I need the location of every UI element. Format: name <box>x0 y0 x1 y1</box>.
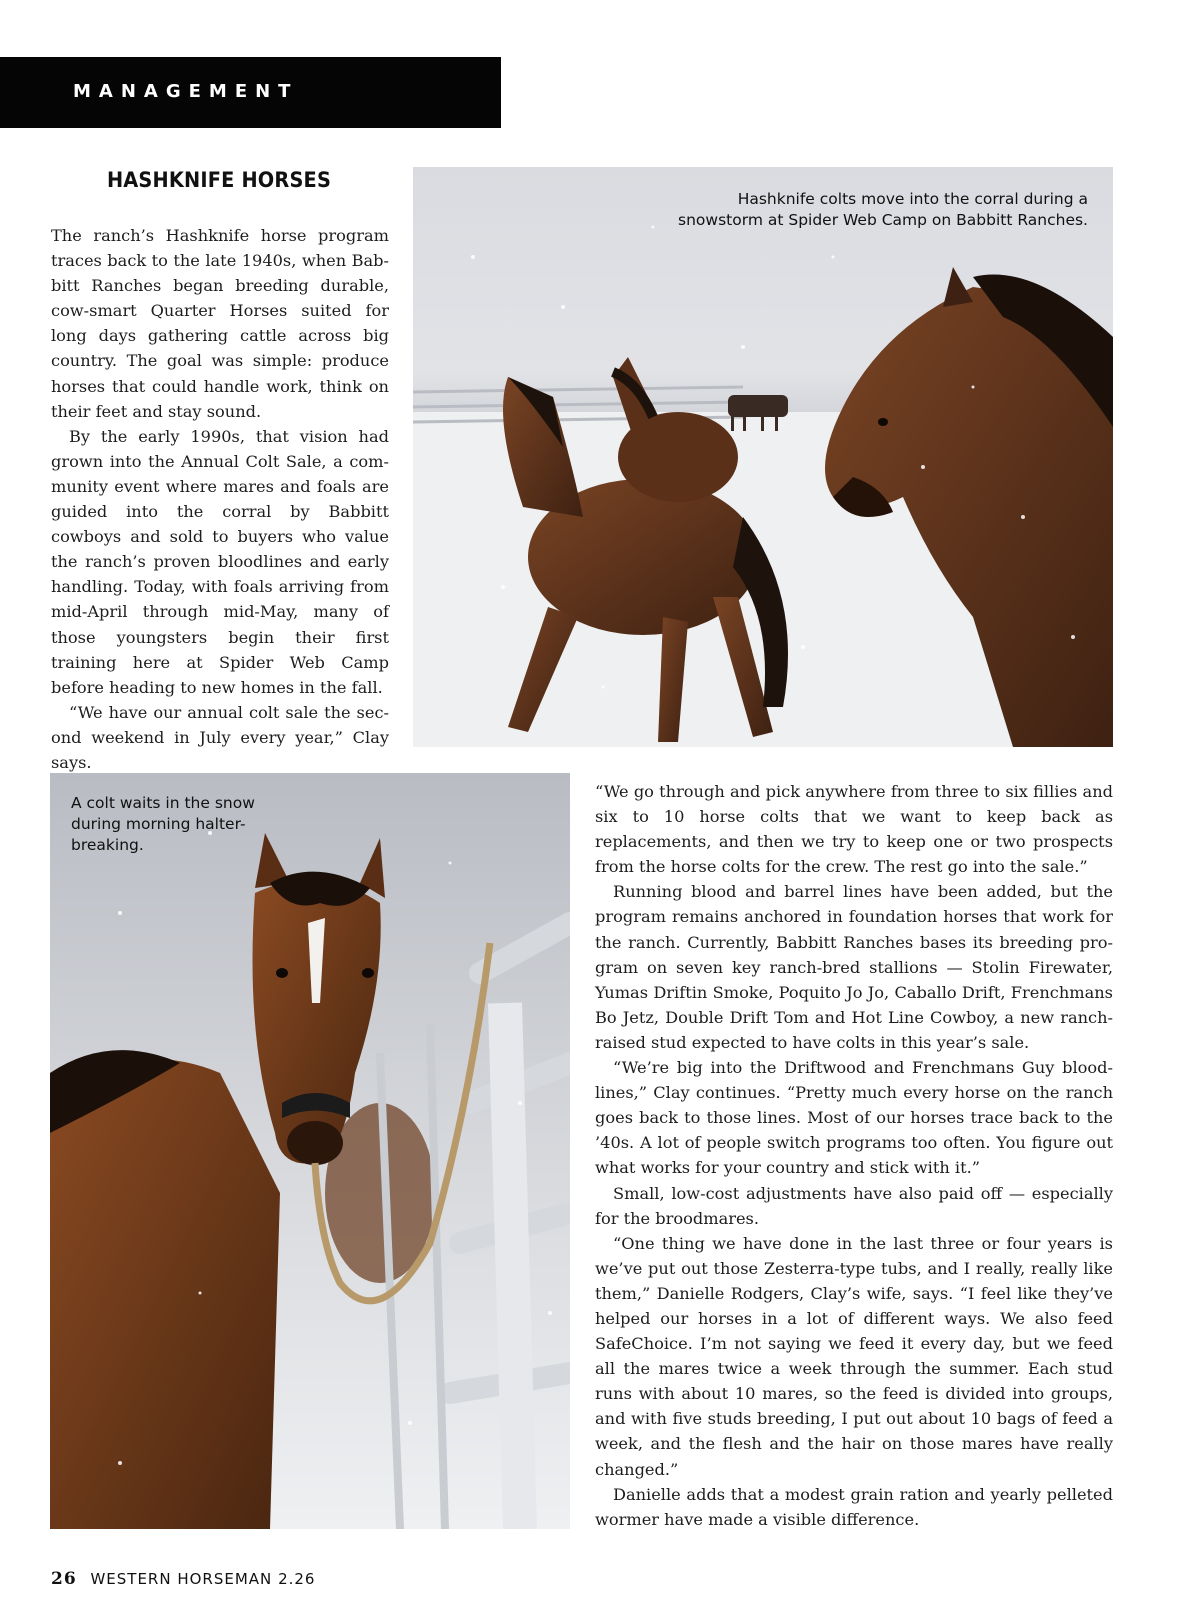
photo-colts-corral <box>413 167 1113 747</box>
section-banner <box>0 57 501 128</box>
page-footer <box>51 1569 315 1589</box>
publication-name: WESTERN HORSEMAN <box>90 1570 273 1588</box>
colts-photo-illustration <box>413 167 1113 747</box>
colt-photo-illustration <box>50 773 570 1529</box>
paragraph: Danielle adds that a modest grain ration and yearly pelleted wormer have made a visible difference. <box>595 1484 1113 1529</box>
section-label: MANAGEMENT <box>73 81 299 102</box>
paragraph: Running blood and barrel lines have been added, but the program remains anchored in foundation horses that work for the ranch. Currently, Babbitt Ranches bases its breeding program on seven key ranch-bred stallions — Stolin Firewater, Yumas Driftin Smoke, Poquito Jo Jo, Caballo Drift, Frenchmans Bo Jetz, Double Drift Tom and Hot Line Cowboy, a new ranch-raised stud expected to have colts in this year’s sale. <box>595 882 1113 1052</box>
right-column <box>595 779 1113 1532</box>
photo-colt-halter <box>50 773 570 1529</box>
paragraph: The ranch’s Hashknife horse program traces back to the late 1940s, when Babbitt Ranches began breeding durable, cow-smart Quarter Horses suited for long days gathering cattle across big country. The goal was simple: produce horses that could handle work, think on their feet and stay sound. <box>51 226 389 421</box>
paragraph: “We’re big into the Driftwood and Frenchmans Guy bloodlines,” Clay continues. “Pretty much every horse on the ranch goes back to those lines. Most of our horses trace back to the ’40s. A lot of people switch programs too often. You figure out what works for your country and stick with it.” <box>595 1058 1113 1178</box>
paragraph: Small, low-cost adjustments have also paid off — especially for the broodmares. <box>595 1183 1113 1228</box>
paragraph: “We have our annual colt sale the second weekend in July every year,” Clay says. <box>51 702 389 772</box>
paragraph: “We go through and pick anywhere from three to six fillies and six to 10 horse colts that we want to keep back as replacements, and then we try to keep one or two prospects from the horse colts for the crew. The rest go into the sale.” <box>595 782 1113 877</box>
photo-caption: Hashknife colts move into the corral during a snowstorm at Spider Web Camp on Babbitt Ranches. <box>678 190 1088 229</box>
issue-date: 2.26 <box>278 1570 316 1588</box>
paragraph: “One thing we have done in the last three or four years is we’ve put out those Zesterra-type tubs, and I really, really like them,” Danielle Rodgers, Clay’s wife, says. “I feel like they’ve helped our horses in a lot of different ways. We also feed SafeChoice. I’m not saying we feed it every day, but we feed all the mares twice a week through the summer. Each stud runs with about 10 mares, so the feed is divided into groups, and with five studs breeding, I put out about 10 bags of feed a week, and the flesh and the hair on those mares have really changed.” <box>595 1233 1113 1479</box>
photo-caption: A colt waits in the snow during morning halter-breaking. <box>71 794 255 854</box>
headline: HASHKNIFE HORSES <box>106 168 332 192</box>
page-number: 26 <box>51 1569 77 1589</box>
left-column <box>51 223 389 775</box>
paragraph: By the early 1990s, that vision had grown into the Annual Colt Sale, a community event where mares and foals are guided into the corral by Babbitt cowboys and sold to buyers who value the ranch’s proven bloodlines and early handling. Today, with foals arriving from mid-April through mid-May, many of those youngsters begin their first training here at Spider Web Camp before heading to new homes in the fall. <box>51 426 389 697</box>
